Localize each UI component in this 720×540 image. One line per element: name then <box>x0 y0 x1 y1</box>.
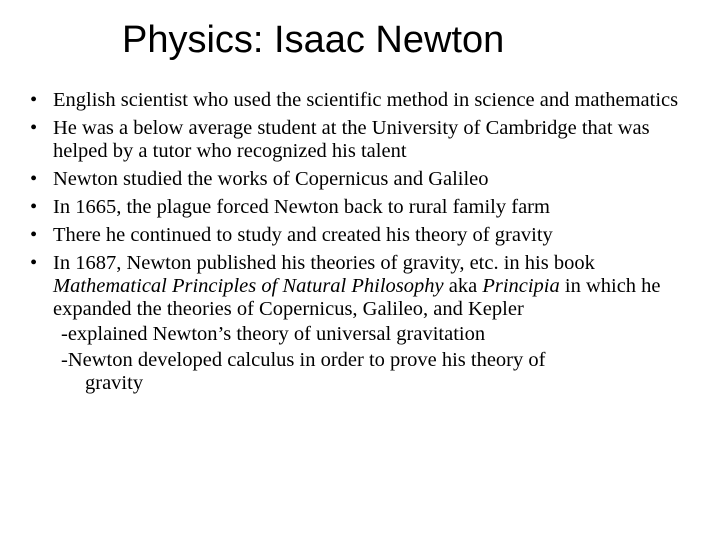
book-title: Mathematical Principles of Natural Philosophy <box>53 275 444 297</box>
bullet-list <box>30 89 702 400</box>
sub-point-calculus-continued: gravity <box>85 372 144 394</box>
bullet-marker: • <box>30 252 38 274</box>
bullet-marker: • <box>30 89 38 111</box>
bullet-text: Newton studied the works of Copernicus and Galileo <box>53 168 489 190</box>
bullet-marker: • <box>30 196 38 218</box>
bullet-marker: • <box>30 168 38 190</box>
bullet-text-part: aka <box>443 275 483 297</box>
bullet-item <box>30 117 702 163</box>
bullet-text: In 1665, the plague forced Newton back to rural family farm <box>53 196 550 218</box>
bullet-item-principia <box>30 252 702 395</box>
bullet-item <box>30 224 702 247</box>
sub-point-gravitation: -explained Newton’s theory of universal gravitation <box>61 323 486 345</box>
sub-point-calculus: -Newton developed calculus in order to prove his theory of <box>61 349 546 371</box>
slide-title: Physics: Isaac Newton <box>122 19 505 61</box>
bullet-text: English scientist who used the scientific method in science and mathematics <box>53 89 679 111</box>
bullet-text-part: In 1687, Newton published his theories of gravity, etc. in his book <box>53 252 595 274</box>
bullet-item <box>30 89 702 112</box>
bullet-text: There he continued to study and created his theory of gravity <box>53 224 553 246</box>
bullet-marker: • <box>30 117 38 139</box>
bullet-text: He was a below average student at the University of Cambridge that was helped by a tutor who recognized his talent <box>53 117 650 162</box>
book-short-title: Principia <box>482 275 560 297</box>
bullet-text <box>53 252 661 320</box>
bullet-item <box>30 168 702 191</box>
bullet-item <box>30 196 702 219</box>
bullet-marker: • <box>30 224 38 246</box>
bullet-text-part: in which he expanded the theories of Copernicus, Galileo, and Kepler <box>53 275 661 320</box>
